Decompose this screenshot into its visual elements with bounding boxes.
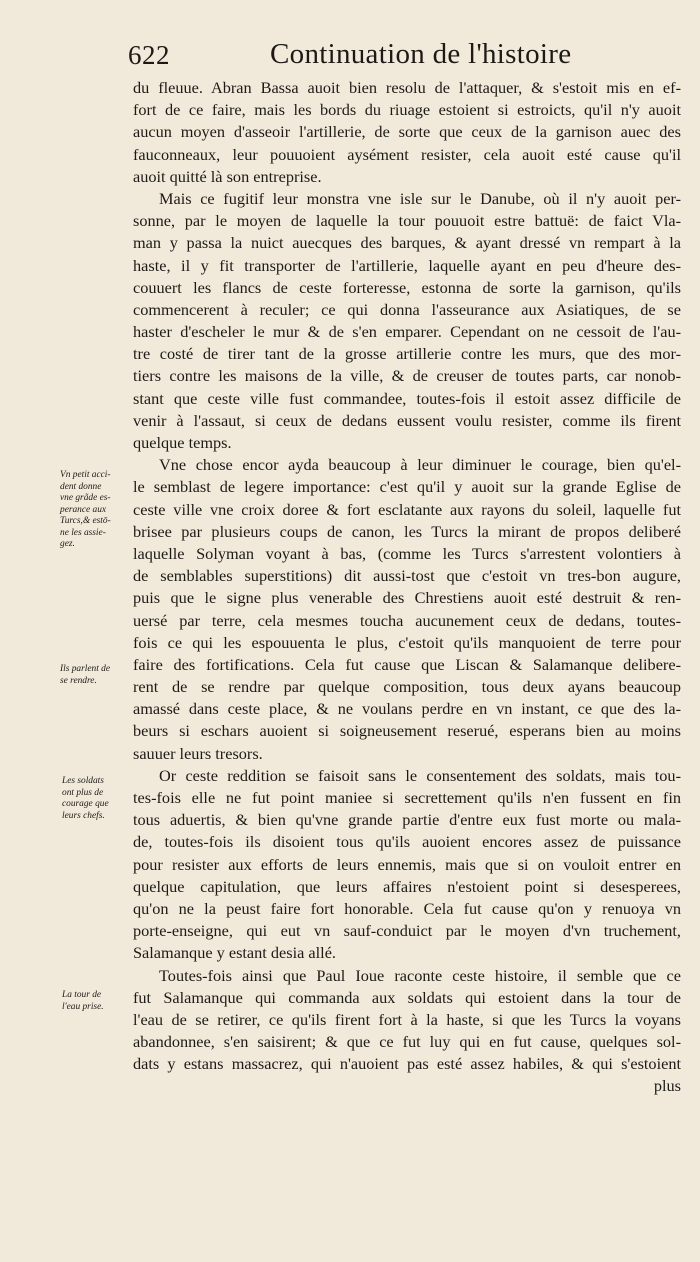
margin-note-line: ont plus de (62, 787, 104, 798)
text-line: fauconneaux, leur pouuoient aysément resister, cela auoit esté cause qu'il (133, 144, 681, 164)
text-line: plus (653, 1076, 681, 1096)
text-line: Or ceste reddition se faisoit sans le consentement des soldats, mais tou- (159, 765, 681, 785)
margin-note-2 (60, 664, 132, 687)
text-line: tous aduertis, & bien qu'vne grande partie d'entre eux fust morte ou mala- (133, 810, 681, 830)
text-line: laquelle Solyman voyant à bas, (comme les Turcs s'arrestent volontiers à (133, 543, 681, 563)
margin-note-4 (62, 990, 134, 1013)
running-title: Continuation de l'histoire (270, 38, 572, 70)
margin-note-line: perance aux (60, 504, 107, 515)
margin-note-line: l'eau prise. (62, 1001, 104, 1012)
text-line: venir à l'assaut, si ceux de dedans eussent voulu resister, comme ils firent (133, 410, 681, 430)
text-line: rent de se rendre par quelque composition, tous deux ayans beaucoup (133, 677, 681, 697)
text-line: l'eau de se retirer, ce qu'ils firent fort à la haste, si que les Turcs la voyans (133, 1009, 681, 1029)
text-line: quelque temps. (133, 433, 232, 452)
margin-note-line: vne grãde es- (60, 493, 111, 503)
margin-note-line: Les soldats (62, 776, 104, 786)
text-line: Mais ce fugitif leur monstra vne isle sur le Danube, où il n'y auoit per- (159, 188, 681, 208)
text-line: ceste ville vne croix doree & fort esclatante aux rayons du soleil, laquelle fut (133, 499, 681, 519)
text-line: tes-fois elle ne fut point maniee si secrettement qu'ils n'en fussent en fin (133, 788, 681, 807)
text-line: aucun moyen d'asseoir l'artillerie, de sorte que ceux de la garnison auec des (133, 122, 681, 142)
margin-note-line: Vn petit acci- (60, 470, 111, 480)
text-line: man y passa la nuict auecques des barques, & ayant dressé vn rempart à la (133, 233, 681, 253)
text-line: qu'on ne la peust faire fort honorable. Cela fut cause qu'on y renuoya vn (133, 898, 681, 918)
text-line: de semblables superstitions) dit aussi-tost que c'estoit vn tres-bon augure, (133, 566, 681, 586)
text-line: de, toutes-fois ils disoient tous qu'ils auoient encores assez de puissance (133, 832, 681, 852)
page-number: 622 (128, 40, 170, 70)
text-line: porte-enseigne, qui eut vn sauf-conduict par le moyen d'vn truchement, (133, 921, 681, 941)
text-line: couuert les flancs de ceste forteresse, estonna de sorte la garnison, qu'ils (133, 277, 681, 297)
text-line: du fleuue. Abran Bassa auoit bien resolu de l'attaquer, & s'estoit mis en ef- (133, 78, 681, 97)
margin-note-line: gez. (60, 539, 75, 549)
text-line: amassé dans ceste place, & ne voulans perdre en vn instant, ce que des la- (133, 699, 681, 719)
text-line: fut Salamanque qui commanda aux soldats qui estoient dans la tour de (133, 987, 681, 1007)
text-line: commencerent à reculer; ce qui donna l'asseurance aux Asiatiques, de se (133, 299, 681, 319)
text-line: sauuer leurs tresors. (133, 743, 263, 763)
text-line: haster d'escheler le mur & de s'en emparer. Cependant on ne cessoit de l'au- (133, 322, 681, 342)
text-line: fort de ce faire, mais les bords du riuage estoient si estroicts, qu'il n'y auoit (133, 100, 681, 120)
main-text-block (133, 77, 681, 1098)
margin-note-line: courage que (62, 799, 109, 809)
text-line: haste, il y fit transporter de l'artillerie, laquelle ayant en peu d'heure des- (133, 255, 681, 275)
margin-note-3 (62, 776, 134, 822)
margin-note-line: Turcs,& estō- (60, 516, 111, 526)
text-line: faire des fortifications. Cela fut cause que Liscan & Salamanque delibere- (133, 654, 681, 674)
text-line: Vne chose encor ayda beaucoup à leur diminuer le courage, bien qu'el- (159, 455, 681, 475)
page-header (128, 38, 678, 78)
text-line: le semblast de legere importance: c'est qu'il y auoit sur la grande Eglise de (133, 477, 681, 497)
text-line: abandonnee, s'en saisirent; & que ce fut luy qui en fut cause, quelques sol- (133, 1032, 681, 1052)
text-line: puis que le signe plus venerable des Chrestiens auoit esté destruit & ren- (133, 588, 681, 608)
text-line: fois ce qui les espouuenta le plus, c'estoit qu'ils manquoient de terre pour (133, 632, 681, 652)
text-line: sonne, par le moyen de laquelle la tour pouuoit estre battuë: de faict Vla- (133, 211, 681, 231)
margin-note-line: La tour de (62, 990, 102, 1000)
margin-note-line: dent donne (60, 481, 102, 492)
margin-note-line: Ils parlent de (60, 664, 110, 674)
text-line: quelque capitulation, que leurs affaires n'estoient point si desesperees, (133, 876, 681, 896)
margin-note-line: ne les assie- (60, 527, 106, 538)
margin-note-line: leurs chefs. (62, 810, 105, 821)
text-line: Salamanque y estant desia allé. (133, 943, 336, 963)
text-line: dats y estans massacrez, qui n'auoient pas esté assez habiles, & qui s'estoient (133, 1054, 681, 1074)
text-line: brisee par plusieurs coups de canon, les Turcs la mirant de propos deliberé (133, 521, 681, 541)
text-line: tre costé de tirer tant de la grosse artillerie contre les murs, que des mor- (133, 344, 681, 364)
margin-note-1 (60, 470, 132, 551)
text-line: beurs si eschars auoient si soigneusement reserué, esperans bien au moins (133, 721, 681, 741)
text-line: pour resister aux efforts de leurs ennemis, mais que si on vouloit entrer en (133, 854, 681, 874)
text-line: stant que ceste ville fust commandee, toutes-fois il estoit assez difficile de (133, 388, 681, 408)
text-line: tiers contre les maisons de la ville, & de creuser de toutes parts, car nonob- (133, 366, 681, 386)
text-line: auoit quitté là son entreprise. (133, 166, 322, 186)
text-line: Toutes-fois ainsi que Paul Ioue raconte ceste histoire, il semble que ce (159, 965, 681, 985)
text-line: uersé par terre, cela mesmes toucha aucunement ceux de dedans, toutes- (133, 610, 681, 630)
margin-note-line: se rendre. (60, 675, 97, 686)
